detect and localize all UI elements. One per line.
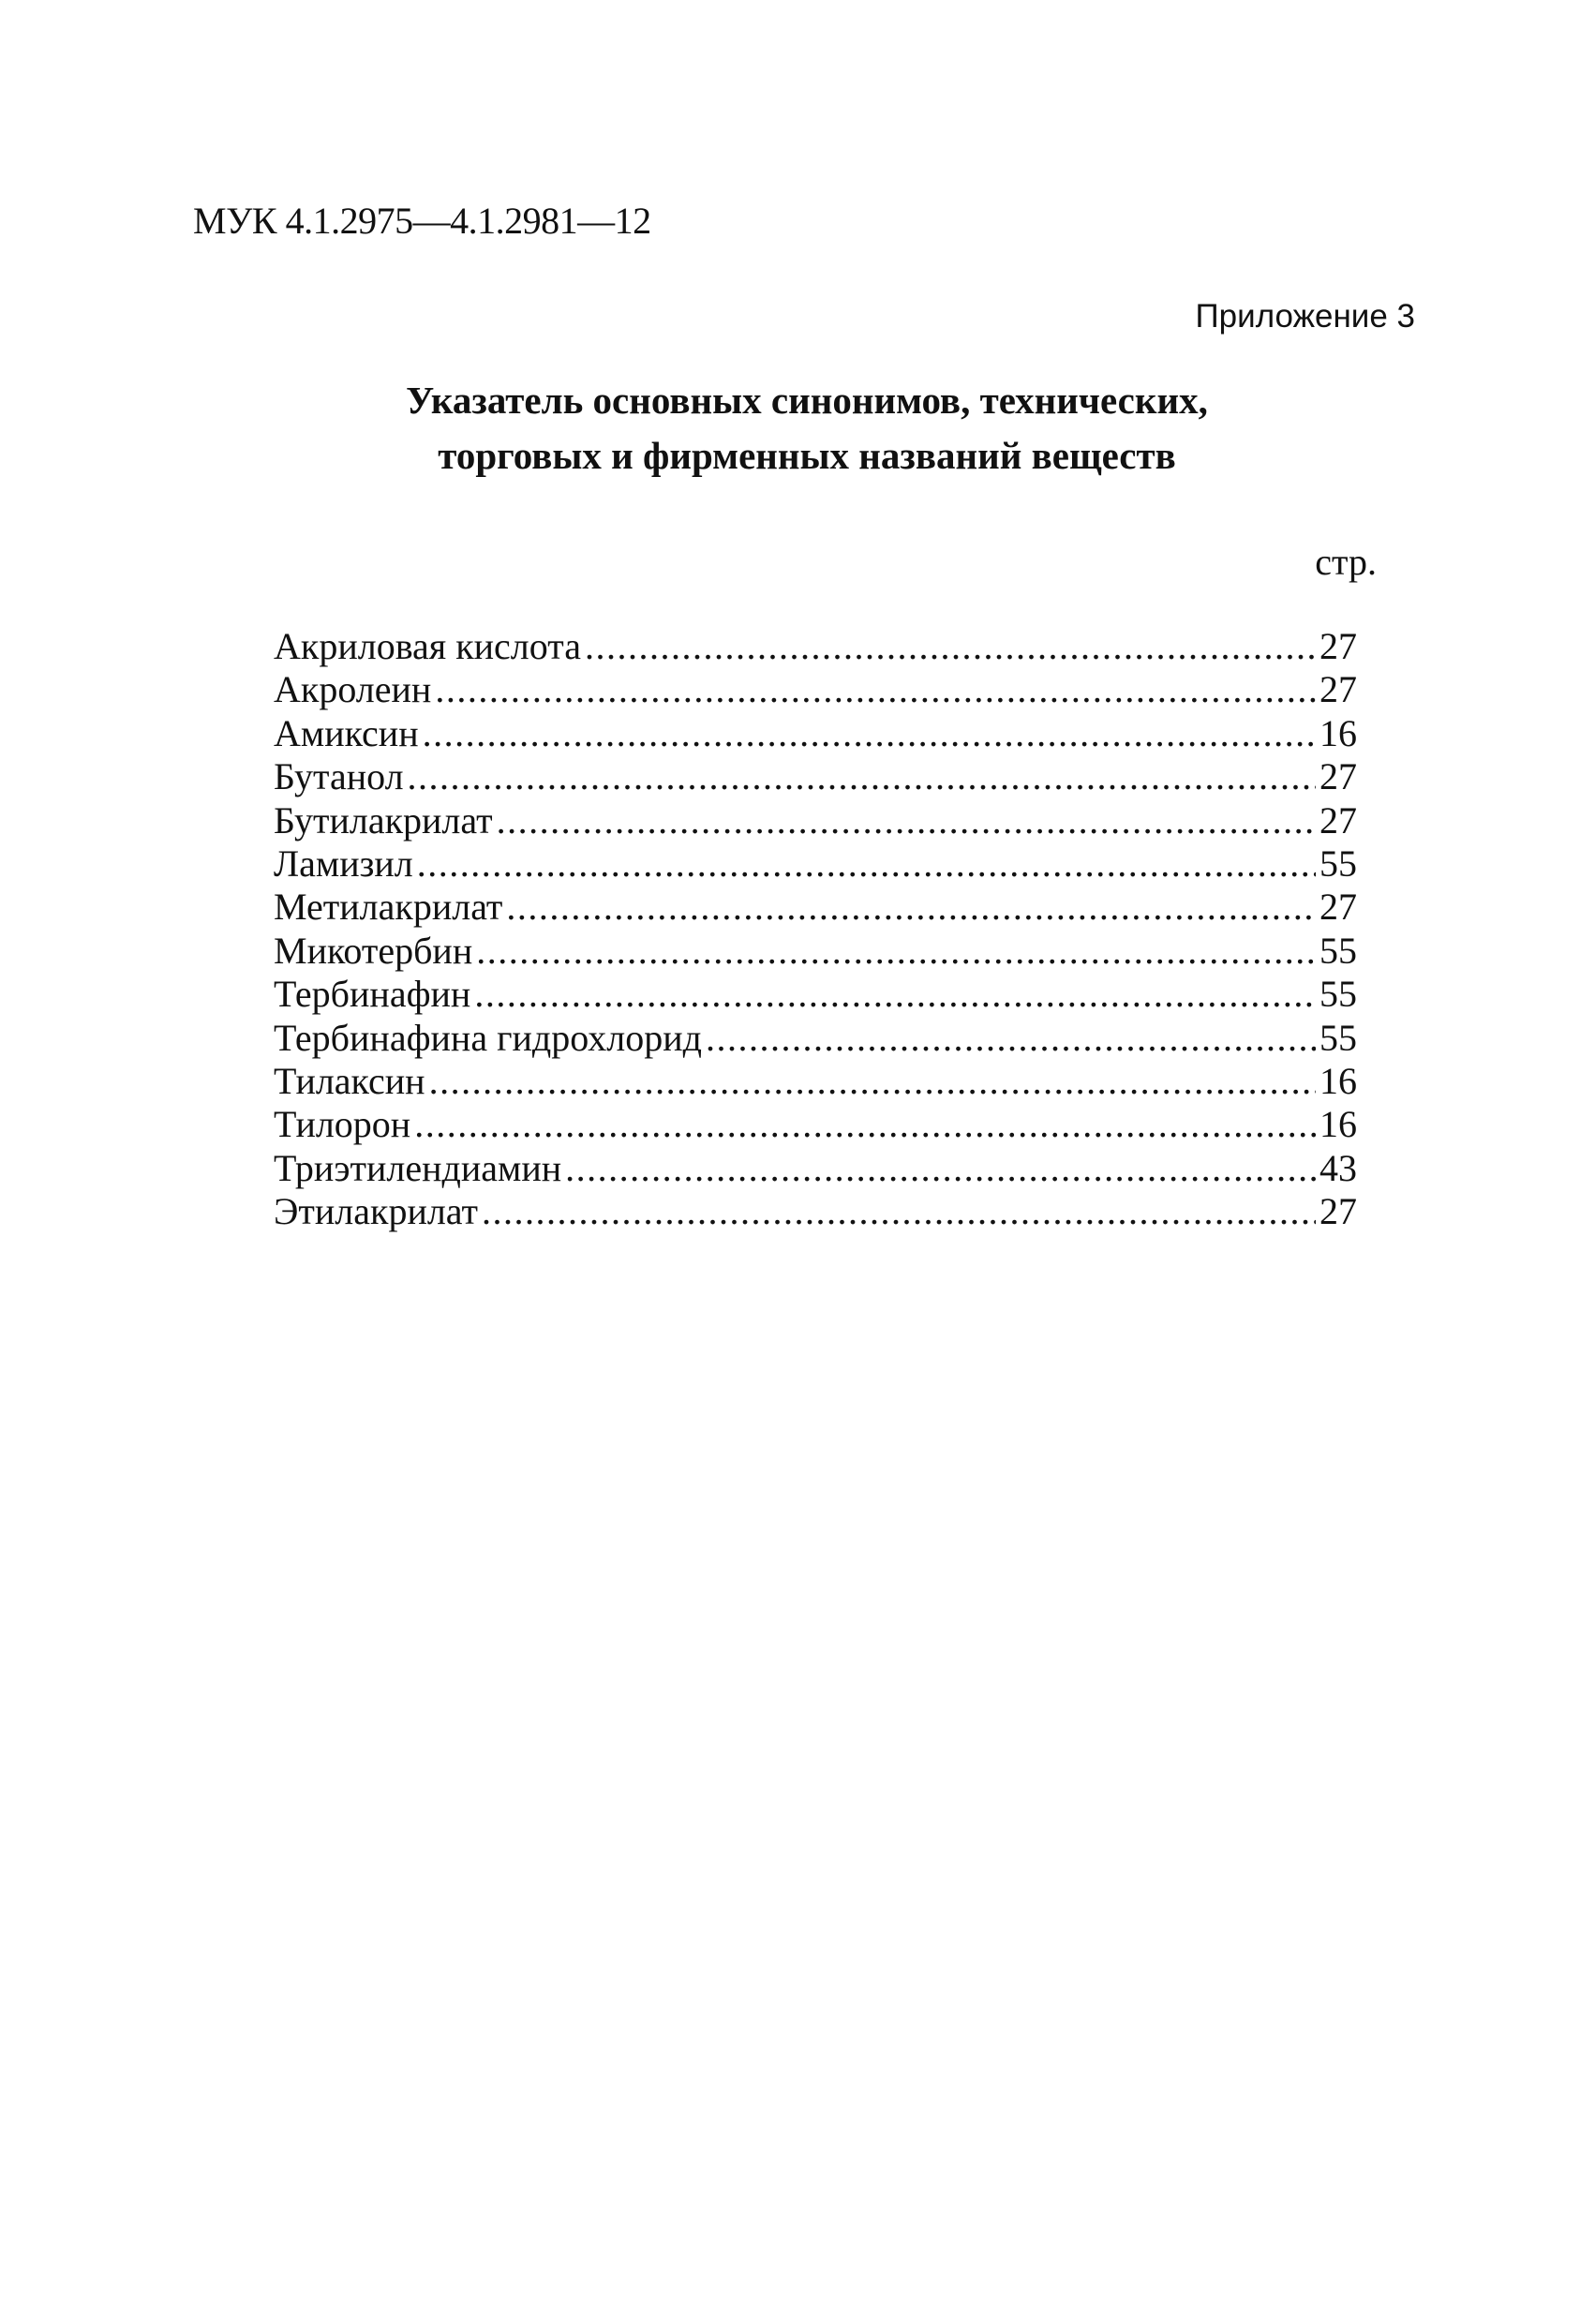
dot-leader <box>417 842 1316 886</box>
entry-page: 27 <box>1319 755 1357 798</box>
page-title <box>0 373 1595 484</box>
title-line-1: Указатель основных синонимов, технических, <box>406 379 1208 422</box>
entry-page: 55 <box>1319 1016 1357 1059</box>
title-line-2: торговых и фирменных названий веществ <box>438 434 1176 477</box>
dot-leader <box>506 885 1316 929</box>
index-entry <box>274 667 1357 710</box>
dot-leader <box>565 1146 1316 1190</box>
index-entry <box>274 972 1357 1015</box>
entry-name: Тербинафин <box>274 973 471 1016</box>
dot-leader <box>423 711 1316 755</box>
entry-name: Бутанол <box>274 755 404 798</box>
entry-name: Микотербин <box>274 929 473 972</box>
index-entry <box>274 1102 1357 1145</box>
dot-leader <box>706 1016 1316 1060</box>
index-entry <box>274 1059 1357 1102</box>
index-entry <box>274 929 1357 972</box>
entry-page: 16 <box>1319 1103 1357 1146</box>
entry-name: Акриловая кислота <box>274 625 581 667</box>
index-entry <box>274 885 1357 928</box>
index-entry <box>274 711 1357 754</box>
entry-name: Триэтилендиамин <box>274 1146 562 1189</box>
dot-leader <box>435 667 1316 711</box>
dot-leader <box>585 624 1316 668</box>
entry-page: 27 <box>1319 625 1357 667</box>
dot-leader <box>429 1059 1316 1103</box>
entry-page: 27 <box>1319 798 1357 842</box>
entry-page: 16 <box>1319 711 1357 754</box>
entry-name: Акролеин <box>274 668 432 711</box>
entry-page: 55 <box>1319 842 1357 885</box>
index-list <box>274 624 1357 1232</box>
entry-page: 27 <box>1319 886 1357 929</box>
entry-page: 16 <box>1319 1059 1357 1102</box>
entry-page: 27 <box>1319 668 1357 711</box>
entry-name: Тилорон <box>274 1103 411 1146</box>
dot-leader <box>474 972 1316 1016</box>
page-column-label: стр. <box>1315 541 1377 583</box>
entry-name: Амиксин <box>274 711 419 754</box>
entry-name: Тербинафина гидрохлорид <box>274 1016 702 1059</box>
index-entry <box>274 1016 1357 1059</box>
entry-name: Этилакрилат <box>274 1190 479 1233</box>
dot-leader <box>414 1102 1316 1146</box>
entry-name: Ламизил <box>274 842 413 885</box>
entry-name: Бутилакрилат <box>274 798 493 842</box>
index-entry <box>274 798 1357 842</box>
dot-leader <box>408 754 1316 798</box>
document-code: МУК 4.1.2975—4.1.2981—12 <box>193 200 651 242</box>
dot-leader <box>497 798 1316 842</box>
dot-leader <box>476 929 1316 973</box>
appendix-label: Приложение 3 <box>1195 298 1415 335</box>
dot-leader <box>482 1189 1316 1233</box>
entry-name: Тилаксин <box>274 1059 425 1102</box>
index-entry <box>274 754 1357 797</box>
index-entry <box>274 1189 1357 1232</box>
entry-name: Метилакрилат <box>274 886 503 929</box>
index-entry <box>274 1146 1357 1189</box>
index-entry <box>274 842 1357 885</box>
entry-page: 55 <box>1319 973 1357 1016</box>
entry-page: 55 <box>1319 929 1357 972</box>
entry-page: 27 <box>1319 1190 1357 1233</box>
index-entry <box>274 624 1357 667</box>
entry-page: 43 <box>1319 1146 1357 1189</box>
